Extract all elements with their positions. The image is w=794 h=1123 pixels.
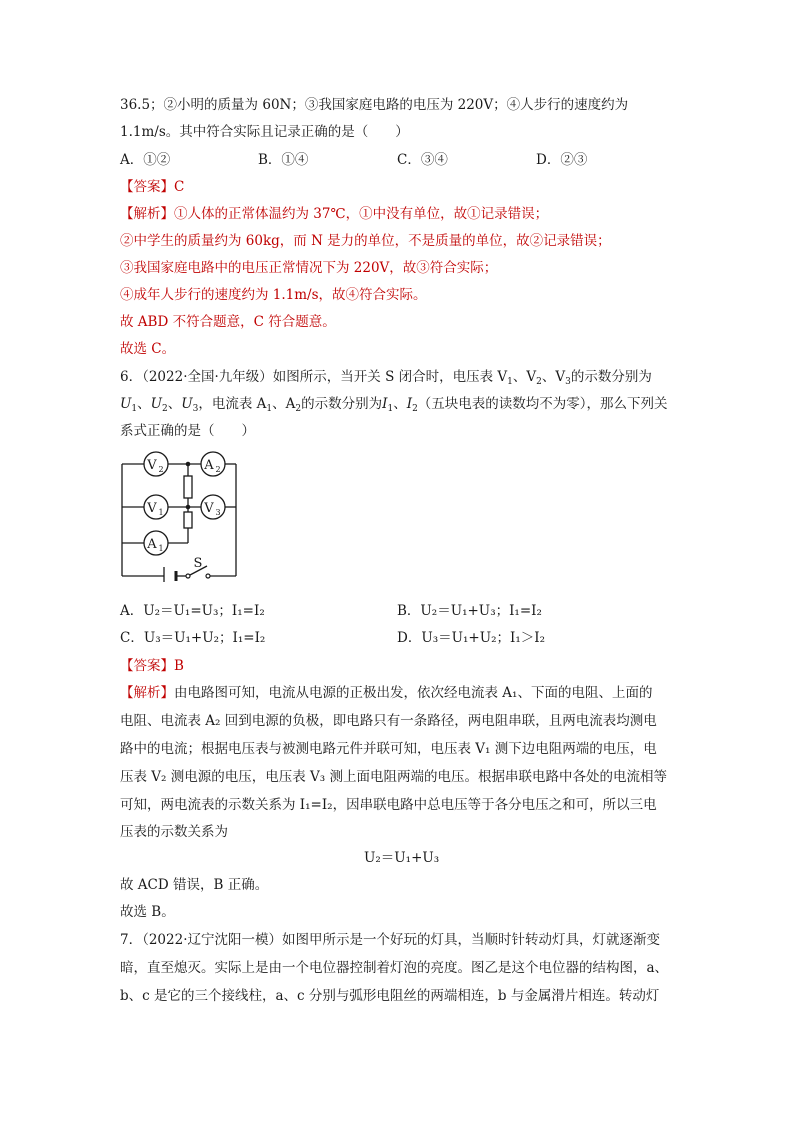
q6-stem-text: 的示数分别为 bbox=[301, 396, 383, 412]
q6-sep: ， bbox=[198, 396, 212, 412]
q5-option-a: A．①② bbox=[120, 152, 171, 168]
circuit-diagram bbox=[118, 446, 242, 582]
q6-option-a: A．U₂＝U₁=U₃；I₁=I₂ bbox=[120, 603, 265, 619]
voltmeter-v1 bbox=[144, 495, 168, 519]
q6-explanation-line-2: 电阻、电流表 A₂ 回到电源的负极，即电路只有一条路径，两电阻串联，且两电流表均测电 bbox=[120, 713, 657, 729]
ammeter-a1 bbox=[144, 531, 168, 555]
lower-resistor bbox=[184, 512, 192, 528]
voltmeter-v2 bbox=[144, 452, 168, 476]
meter-subscript: 3 bbox=[215, 508, 221, 517]
q5-answer: 【答案】C bbox=[120, 179, 185, 195]
q6-sub: 3 bbox=[192, 404, 199, 414]
q6-stem-text: （五块电表的读数均不为零），那么下列关 bbox=[417, 396, 668, 412]
q6-explanation-tag: 【解析】 bbox=[120, 685, 174, 701]
q5-option-d: D．②③ bbox=[536, 152, 588, 168]
meter-subscript: 2 bbox=[158, 465, 164, 474]
q6-sub: 1 bbox=[507, 377, 513, 387]
q6-sep: 、 bbox=[167, 396, 182, 412]
q5-option-b: B．①④ bbox=[258, 152, 309, 168]
meter-subscript: 2 bbox=[215, 465, 221, 474]
q6-sep: 、 bbox=[393, 396, 407, 412]
q6-explanation-line-5: 可知，两电流表的示数关系为 I₁=I₂，因串联电路中总电压等于各分电压之和可，所以三电 bbox=[120, 797, 657, 813]
q6-var: I bbox=[406, 396, 413, 412]
q6-sub: 1 bbox=[131, 404, 138, 414]
q6-explanation-line-4: 压表 V₂ 测电源的电压，电压表 V₃ 测上面电阻两端的电压。根据串联电路中各处的电流相等 bbox=[120, 769, 667, 785]
q6-option-b: B．U₂＝U₁+U₃；I₁=I₂ bbox=[397, 603, 542, 619]
meter-letter: V bbox=[204, 501, 214, 516]
q6-stem-text: 、V bbox=[512, 369, 537, 385]
junction-dot bbox=[186, 462, 191, 467]
q6-stem-text: 、A bbox=[272, 396, 296, 412]
q5-explanation-tag: 【解析】 bbox=[120, 206, 174, 222]
q6-answer: 【答案】B bbox=[120, 658, 184, 674]
meter-subscript: 1 bbox=[158, 508, 164, 517]
q6-sub: 2 bbox=[295, 404, 302, 414]
q6-stem-line-2 bbox=[120, 394, 668, 414]
switch-s bbox=[186, 556, 210, 578]
meter-letter: V bbox=[147, 458, 157, 473]
q6-explanation-line-7: 故 ACD 错误，B 正确。 bbox=[120, 877, 269, 893]
q5-stem-line-1: 36.5；②小明的质量为 60N；③我国家庭电路的电压为 220V；④人步行的速度约为 bbox=[120, 97, 629, 113]
q6-var: U bbox=[150, 396, 163, 412]
meter-letter: A bbox=[147, 537, 157, 552]
q5-explanation-text-1: ①人体的正常体温约为 37℃，①中没有单位，故①记录错误； bbox=[174, 206, 549, 222]
q5-explanation-line-3: ③我国家庭电路中的电压正常情况下为 220V，故③符合实际； bbox=[120, 260, 498, 276]
meter-letter: A bbox=[204, 458, 214, 473]
junction-dot bbox=[186, 505, 191, 510]
voltmeter-v3 bbox=[201, 495, 225, 519]
q7-stem-line-1: 7．（2022·辽宁沈阳一模）如图甲所示是一个好玩的灯具，当顺时针转动灯具，灯就逐渐变 bbox=[120, 932, 660, 948]
meter-subscript: 1 bbox=[158, 544, 164, 553]
q6-var: I bbox=[382, 396, 388, 412]
q6-stem-text: 电流表 A bbox=[211, 396, 267, 412]
q6-stem-text: 、V bbox=[541, 369, 566, 385]
q5-explanation-line-1 bbox=[120, 204, 548, 224]
q5-final-answer: 故选 C。 bbox=[120, 341, 176, 357]
switch-label: S bbox=[193, 556, 203, 571]
q6-option-d: D．U₃＝U₁+U₂；I₁＞I₂ bbox=[397, 630, 545, 646]
q6-stem-text: 的示数分别为 bbox=[570, 369, 652, 385]
q6-sub: 2 bbox=[162, 404, 168, 414]
q6-sub: 1 bbox=[387, 404, 394, 414]
q5-explanation-line-5: 故 ABD 不符合题意，C 符合题意。 bbox=[120, 314, 336, 330]
q6-stem-line-3: 系式正确的是（ ） bbox=[120, 423, 255, 439]
q6-final-answer: 故选 B。 bbox=[120, 904, 175, 920]
q6-var: U bbox=[120, 396, 132, 412]
meter-letter: V bbox=[147, 501, 157, 516]
q6-option-c: C．U₃＝U₁+U₂；I₁=I₂ bbox=[120, 630, 266, 646]
q6-sub: 3 bbox=[565, 377, 571, 387]
q6-stem-line-1 bbox=[120, 367, 652, 387]
q6-sub: 2 bbox=[412, 404, 418, 414]
ammeter-a2 bbox=[201, 452, 225, 476]
q6-sep: 、 bbox=[137, 396, 151, 412]
battery-symbol bbox=[164, 567, 176, 582]
q6-var: U bbox=[181, 396, 193, 412]
q7-stem-line-3: b、c 是它的三个接线柱，a、c 分别与弧形电阻丝的两端相连，b 与金属滑片相连。转动灯 bbox=[120, 988, 660, 1004]
q6-stem-text: 6．（2022·全国·九年级）如图所示，当开关 S 闭合时，电压表 V bbox=[120, 369, 508, 385]
upper-resistor bbox=[184, 476, 192, 498]
q6-explanation-line-6: 压表的示数关系为 bbox=[120, 824, 228, 840]
q5-stem-line-2: 1.1m/s。其中符合实际且记录正确的是（ ） bbox=[120, 124, 409, 140]
q6-sub: 2 bbox=[536, 377, 542, 387]
q6-explanation-text-1: 由电路图可知，电流从电源的正极出发，依次经电流表 A₁、下面的电阻、上面的 bbox=[174, 685, 653, 701]
q6-explanation-line-3: 路中的电流；根据电压表与被测电路元件并联可知，电压表 V₁ 测下边电阻两端的电压，电 bbox=[120, 741, 657, 757]
q5-explanation-line-2: ②中学生的质量约为 60kg，而 N 是力的单位，不是质量的单位，故②记录错误； bbox=[120, 233, 611, 249]
q7-stem-line-2: 暗，直至熄灭。实际上是由一个电位器控制着灯泡的亮度。图乙是这个电位器的结构图，a、 bbox=[120, 960, 669, 976]
q5-option-c: C．③④ bbox=[397, 152, 448, 168]
q6-formula: U₂＝U₁+U₃ bbox=[364, 850, 440, 866]
q6-explanation-line-1 bbox=[120, 683, 652, 703]
q5-explanation-line-4: ④成年人步行的速度约为 1.1m/s，故④符合实际。 bbox=[120, 287, 427, 303]
q6-sub: 1 bbox=[266, 404, 273, 414]
